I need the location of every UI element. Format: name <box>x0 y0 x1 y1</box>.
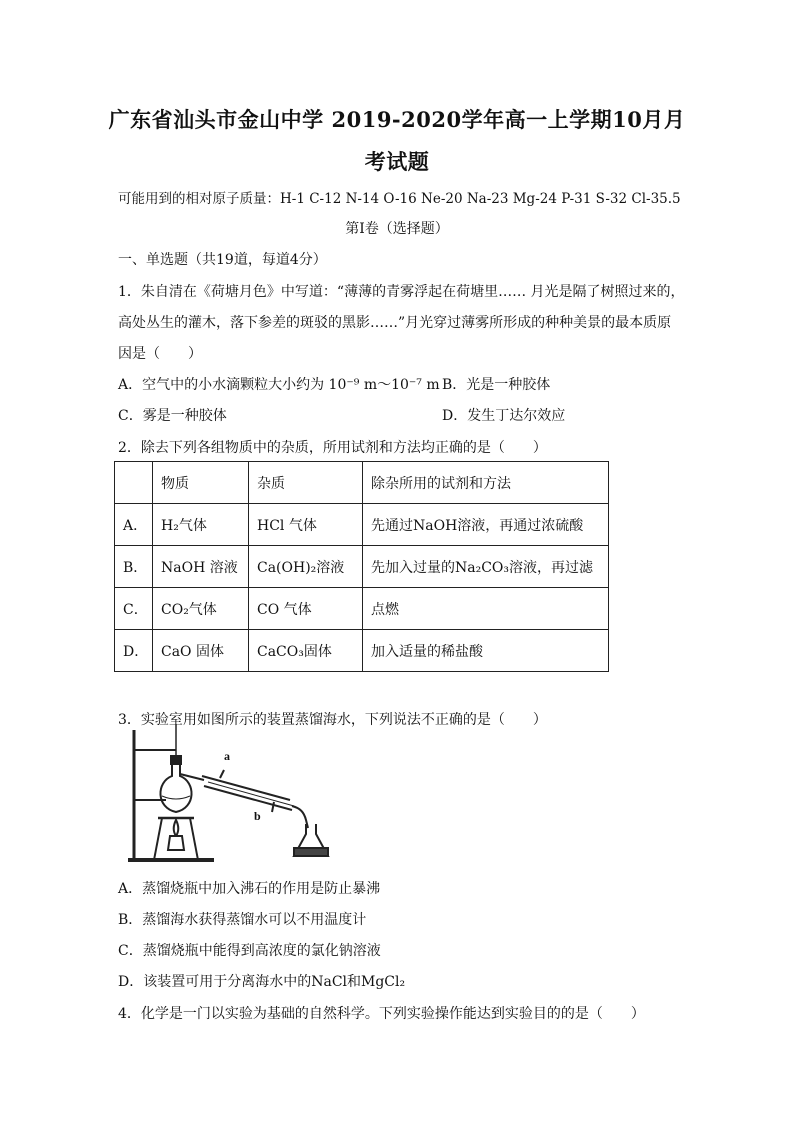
table-cell: 先加入过量的Na₂CO₃溶液，再过滤 <box>363 546 609 588</box>
table-header-cell <box>115 462 153 504</box>
table-cell: Ca(OH)₂溶液 <box>249 546 363 588</box>
q3-stem: 3．实验室用如图所示的装置蒸馏海水，下列说法不正确的是（ ） <box>118 712 547 728</box>
table-header-cell: 物质 <box>153 462 249 504</box>
table-cell: CaO 固体 <box>153 630 249 672</box>
table-header-row <box>115 462 609 504</box>
q1-option-b: B．光是一种胶体 <box>442 377 551 393</box>
table-cell: 加入适量的稀盐酸 <box>363 630 609 672</box>
q3-option-b: B．蒸馏海水获得蒸馏水可以不用温度计 <box>118 912 367 928</box>
table-cell: CaCO₃固体 <box>249 630 363 672</box>
table-cell: 点燃 <box>363 588 609 630</box>
q1-stem-line3: 因是（ ） <box>118 346 202 362</box>
q1-stem-line1: 1．朱自清在《荷塘月色》中写道：“薄薄的青雾浮起在荷塘里…… 月光是隔了树照过来的， <box>118 284 685 300</box>
part-one-heading: 一、单选题（共19道，每道4分） <box>118 252 327 268</box>
q2-table <box>114 461 609 672</box>
label-a: a <box>224 749 230 763</box>
atomic-masses: 可能用到的相对原子质量：H-1 C-12 N-14 O-16 Ne-20 Na-23 Mg-24 P-31 S-32 Cl-35.5 <box>118 191 681 207</box>
table-cell: CO₂气体 <box>153 588 249 630</box>
table-cell: CO 气体 <box>249 588 363 630</box>
q4-stem: 4．化学是一门以实验为基础的自然科学。下列实验操作能达到实验目的的是（ ） <box>118 1006 645 1022</box>
table-cell: 先通过NaOH溶液，再通过浓硫酸 <box>363 504 609 546</box>
table-header-cell: 除杂所用的试剂和方法 <box>363 462 609 504</box>
q3-option-d: D．该装置可用于分离海水中的NaCl和MgCl₂ <box>118 974 406 990</box>
exam-title-line1: 广东省汕头市金山中学 2019-2020学年高一上学期10月月 <box>108 107 686 132</box>
table-cell: A． <box>115 504 153 546</box>
table-row <box>115 546 609 588</box>
table-row <box>115 588 609 630</box>
q3-option-c: C．蒸馏烧瓶中能得到高浓度的氯化钠溶液 <box>118 943 381 959</box>
table-cell: HCl 气体 <box>249 504 363 546</box>
section-title: 第Ⅰ卷（选择题） <box>345 221 449 237</box>
table-cell: C． <box>115 588 153 630</box>
q2-stem: 2．除去下列各组物质中的杂质，所用试剂和方法均正确的是（ ） <box>118 440 547 456</box>
q1-option-a: A．空气中的小水滴颗粒大小约为 10⁻⁹ m～10⁻⁷ m <box>118 377 440 393</box>
table-row <box>115 630 609 672</box>
distillation-apparatus-diagram <box>124 720 344 868</box>
q1-option-d: D．发生丁达尔效应 <box>442 408 566 424</box>
q3-option-a: A．蒸馏烧瓶中加入沸石的作用是防止暴沸 <box>118 881 381 897</box>
table-row <box>115 504 609 546</box>
exam-title-line2: 考试题 <box>364 149 430 174</box>
table-header-cell: 杂质 <box>249 462 363 504</box>
table-cell: NaOH 溶液 <box>153 546 249 588</box>
table-cell: B． <box>115 546 153 588</box>
q1-option-c: C．雾是一种胶体 <box>118 408 227 424</box>
q1-stem-line2: 高处丛生的灌木，落下参差的斑驳的黑影……”月光穿过薄雾所形成的种种美景的最本质原 <box>118 315 672 331</box>
label-b: b <box>254 809 261 823</box>
table-cell: D． <box>115 630 153 672</box>
table-cell: H₂气体 <box>153 504 249 546</box>
